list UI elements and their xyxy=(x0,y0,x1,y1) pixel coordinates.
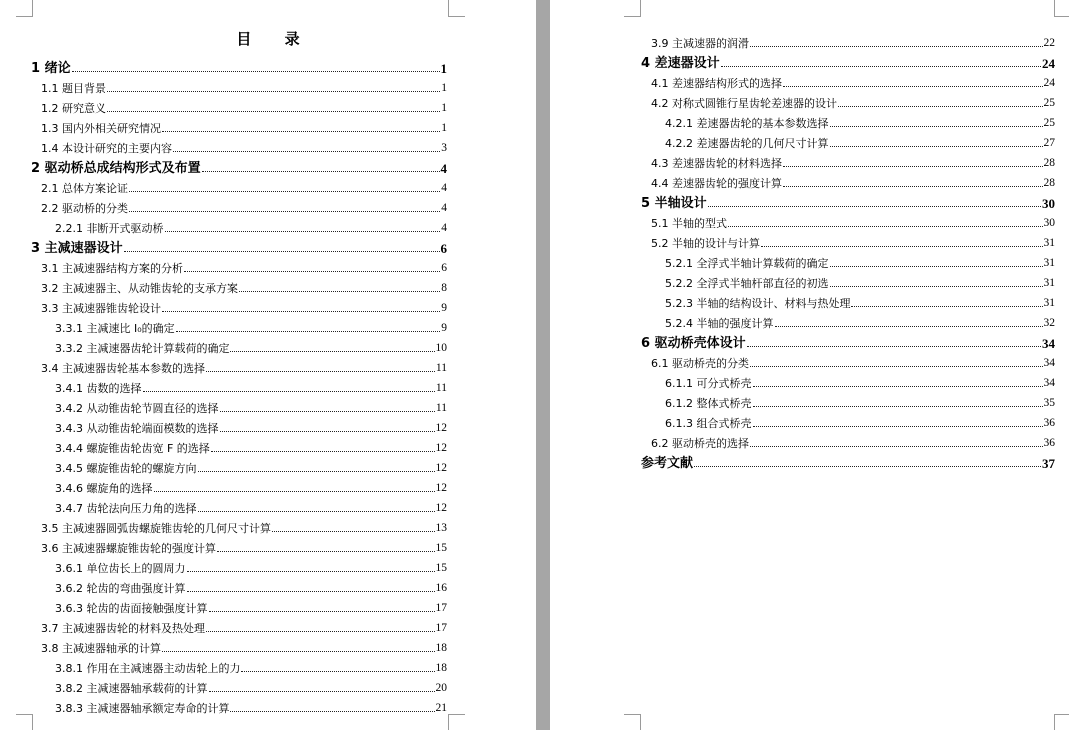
toc-page-number: 28 xyxy=(1043,157,1055,169)
toc-dot-leader xyxy=(830,146,1043,147)
toc-dot-leader xyxy=(838,106,1043,107)
toc-entry[interactable] xyxy=(31,335,447,355)
toc-entry-text: 1.4 本设计研究的主要内容 xyxy=(41,142,172,155)
toc-entry-text: 5.1 半轴的型式 xyxy=(651,217,727,230)
toc-page-number: 36 xyxy=(1043,417,1055,429)
toc-dot-leader xyxy=(753,406,1043,407)
toc-dot-leader xyxy=(750,46,1043,47)
toc-page-number: 20 xyxy=(435,682,447,694)
toc-entry-text: 1 绪论 xyxy=(31,61,71,76)
toc-page-number: 4 xyxy=(441,182,447,194)
toc-entry[interactable] xyxy=(31,595,447,615)
toc-dot-leader xyxy=(775,326,1043,327)
toc-entry-text: 3.1 主减速器结构方案的分析 xyxy=(41,262,183,275)
toc-dot-leader xyxy=(198,511,435,512)
toc-dot-leader xyxy=(143,391,435,392)
toc-dot-leader xyxy=(220,431,435,432)
toc-page-number: 9 xyxy=(441,322,447,334)
toc-entry-text: 4.2.2 差速器齿轮的几何尺寸计算 xyxy=(665,137,829,150)
toc-dot-leader xyxy=(783,166,1043,167)
toc-dot-leader xyxy=(272,531,435,532)
toc-entry[interactable] xyxy=(641,330,1055,350)
toc-entry-text: 3.2 主减速器主、从动锥齿轮的支承方案 xyxy=(41,282,238,295)
toc-entry-text: 3.4 主减速器齿轮基本参数的选择 xyxy=(41,362,205,375)
toc-page-number: 34 xyxy=(1043,377,1055,389)
toc-page-number: 34 xyxy=(1042,336,1055,351)
toc-page-number: 4 xyxy=(440,161,447,176)
toc-page-number: 17 xyxy=(435,602,447,614)
toc-entry-text: 4 差速器设计 xyxy=(641,56,720,71)
toc-entry-text: 6 驱动桥壳体设计 xyxy=(641,336,746,351)
crop-mark-bottom-right xyxy=(1054,714,1069,730)
toc-entry-text: 2.2.1 非断开式驱动桥 xyxy=(55,222,164,235)
toc-dot-leader xyxy=(107,91,440,92)
toc-entry-text: 6.1.3 组合式桥壳 xyxy=(665,417,752,430)
toc-entry-text: 6.2 驱动桥壳的选择 xyxy=(651,437,749,450)
toc-page-number: 16 xyxy=(435,582,447,594)
toc-entry[interactable] xyxy=(31,295,447,315)
toc-entry[interactable] xyxy=(31,515,447,535)
toc-dot-leader xyxy=(830,286,1043,287)
toc-dot-leader xyxy=(173,151,440,152)
toc-page-number: 34 xyxy=(1043,357,1055,369)
toc-dot-leader xyxy=(747,346,1041,347)
toc-entry-text: 3.5 主减速器圆弧齿螺旋锥齿轮的几何尺寸计算 xyxy=(41,522,271,535)
crop-mark-top-right xyxy=(1054,0,1069,17)
toc-page-number: 1 xyxy=(441,82,447,94)
toc-dot-leader xyxy=(129,191,440,192)
toc-page-number: 12 xyxy=(435,502,447,514)
toc-page-number: 22 xyxy=(1043,37,1055,49)
toc-entry-text: 1.1 题目背景 xyxy=(41,82,106,95)
toc-page-number: 35 xyxy=(1043,397,1055,409)
toc-entry[interactable] xyxy=(31,535,447,555)
toc-entry[interactable] xyxy=(641,430,1055,450)
toc-entry-text: 4.2 对称式圆锥行星齿轮差速器的设计 xyxy=(651,97,837,110)
crop-mark-bottom-right xyxy=(448,714,465,730)
toc-page-right xyxy=(550,0,1069,730)
crop-mark-top-left xyxy=(16,0,33,17)
toc-entry-text: 3.8.2 主减速器轴承载荷的计算 xyxy=(55,682,208,695)
toc-entry-text: 3.4.1 齿数的选择 xyxy=(55,382,142,395)
toc-page-number: 30 xyxy=(1042,196,1055,211)
toc-entry[interactable] xyxy=(641,370,1055,390)
toc-dot-leader xyxy=(750,366,1043,367)
toc-entry[interactable] xyxy=(641,410,1055,430)
toc-entry[interactable] xyxy=(31,395,447,415)
toc-entry[interactable] xyxy=(641,350,1055,370)
toc-entry[interactable] xyxy=(31,155,447,175)
toc-entry-text: 3.3 主减速器锥齿轮设计 xyxy=(41,302,161,315)
toc-entry[interactable] xyxy=(641,190,1055,210)
toc-entry[interactable] xyxy=(641,230,1055,250)
toc-entry[interactable] xyxy=(641,150,1055,170)
toc-page-number: 1 xyxy=(441,122,447,134)
toc-entry[interactable] xyxy=(641,70,1055,90)
toc-dot-leader xyxy=(162,651,435,652)
toc-entry-text: 5.2.3 半轴的结构设计、材料与热处理 xyxy=(665,297,851,310)
toc-entry[interactable] xyxy=(641,310,1055,330)
toc-entry-text: 3.6.3 轮齿的齿面接触强度计算 xyxy=(55,602,208,615)
toc-dot-leader xyxy=(220,411,435,412)
toc-page-number: 27 xyxy=(1043,137,1055,149)
toc-entry[interactable] xyxy=(31,495,447,515)
toc-entry-text: 3.4.2 从动锥齿轮节圆直径的选择 xyxy=(55,402,219,415)
toc-dot-leader xyxy=(198,471,435,472)
toc-dot-leader xyxy=(206,631,435,632)
toc-entry-text: 3.7 主减速器齿轮的材料及热处理 xyxy=(41,622,205,635)
toc-dot-leader xyxy=(230,711,434,712)
toc-dot-leader xyxy=(783,86,1043,87)
toc-entry-text: 3.6.2 轮齿的弯曲强度计算 xyxy=(55,582,186,595)
toc-entry-text: 1.2 研究意义 xyxy=(41,102,106,115)
toc-entry-text: 4.4 差速器齿轮的强度计算 xyxy=(651,177,782,190)
toc-page-number: 32 xyxy=(1043,317,1055,329)
toc-entry[interactable] xyxy=(31,95,447,115)
toc-dot-leader xyxy=(728,226,1043,227)
toc-entry[interactable] xyxy=(641,130,1055,150)
toc-dot-leader xyxy=(154,491,435,492)
toc-entry-text: 3.8 主减速器轴承的计算 xyxy=(41,642,161,655)
toc-dot-leader xyxy=(708,206,1041,207)
toc-list-right xyxy=(641,30,1055,470)
toc-entry-text: 5 半轴设计 xyxy=(641,196,707,211)
toc-dot-leader xyxy=(830,266,1043,267)
toc-page-number: 15 xyxy=(435,562,447,574)
toc-entry[interactable] xyxy=(31,375,447,395)
toc-page-number: 13 xyxy=(435,522,447,534)
crop-mark-bottom-left xyxy=(624,714,641,730)
toc-page-number: 18 xyxy=(435,662,447,674)
toc-entry-text: 4.3 差速器齿轮的材料选择 xyxy=(651,157,782,170)
toc-dot-leader xyxy=(721,66,1041,67)
toc-dot-leader xyxy=(107,111,440,112)
toc-entry[interactable] xyxy=(31,315,447,335)
toc-page-number: 4 xyxy=(441,222,447,234)
toc-dot-leader xyxy=(830,126,1043,127)
toc-page-number: 21 xyxy=(435,702,447,714)
toc-entry[interactable] xyxy=(641,170,1055,190)
toc-entry[interactable] xyxy=(31,55,447,75)
toc-entry[interactable] xyxy=(31,435,447,455)
toc-entry[interactable] xyxy=(641,210,1055,230)
toc-entry[interactable] xyxy=(641,50,1055,70)
toc-page-number: 12 xyxy=(435,482,447,494)
toc-dot-leader xyxy=(753,426,1043,427)
toc-entry[interactable] xyxy=(641,30,1055,50)
toc-page-number: 1 xyxy=(441,102,447,114)
toc-entry[interactable] xyxy=(31,255,447,275)
toc-dot-leader xyxy=(72,71,440,72)
toc-entry-text: 5.2.4 半轴的强度计算 xyxy=(665,317,774,330)
toc-entry[interactable] xyxy=(31,575,447,595)
toc-entry[interactable] xyxy=(641,110,1055,130)
toc-entry-text: 2 驱动桥总成结构形式及布置 xyxy=(31,161,201,176)
toc-dot-leader xyxy=(184,271,440,272)
toc-list-left xyxy=(31,55,447,715)
toc-page-number: 10 xyxy=(435,342,447,354)
toc-page-number: 25 xyxy=(1043,117,1055,129)
toc-page-number: 3 xyxy=(441,142,447,154)
toc-entry[interactable] xyxy=(31,615,447,635)
toc-page-number: 6 xyxy=(440,241,447,256)
toc-entry[interactable] xyxy=(31,75,447,95)
toc-dot-leader xyxy=(129,211,440,212)
toc-dot-leader xyxy=(783,186,1043,187)
toc-entry-text: 2.1 总体方案论证 xyxy=(41,182,128,195)
toc-page-number: 25 xyxy=(1043,97,1055,109)
toc-dot-leader xyxy=(750,446,1043,447)
toc-page-number: 31 xyxy=(1043,277,1055,289)
toc-page-number: 28 xyxy=(1043,177,1055,189)
toc-entry-text: 6.1.1 可分式桥壳 xyxy=(665,377,752,390)
toc-dot-leader xyxy=(124,251,440,252)
crop-mark-bottom-left xyxy=(16,714,33,730)
toc-entry-text: 5.2 半轴的设计与计算 xyxy=(651,237,760,250)
toc-entry-text: 3 主减速器设计 xyxy=(31,241,123,256)
toc-page-number: 11 xyxy=(435,402,447,414)
toc-entry[interactable] xyxy=(641,290,1055,310)
toc-entry[interactable] xyxy=(31,235,447,255)
toc-entry-text: 3.6.1 单位齿长上的圆周力 xyxy=(55,562,186,575)
toc-entry[interactable] xyxy=(31,415,447,435)
toc-entry[interactable] xyxy=(641,270,1055,290)
toc-page-number: 30 xyxy=(1043,217,1055,229)
toc-page-number: 1 xyxy=(440,61,447,76)
crop-mark-top-left xyxy=(624,0,641,17)
toc-page-number: 36 xyxy=(1043,437,1055,449)
toc-page-number: 8 xyxy=(441,282,447,294)
toc-entry[interactable] xyxy=(31,355,447,375)
toc-entry[interactable] xyxy=(31,215,447,235)
toc-entry-text: 3.4.3 从动锥齿轮端面模数的选择 xyxy=(55,422,219,435)
toc-dot-leader xyxy=(162,311,440,312)
toc-dot-leader xyxy=(165,231,441,232)
toc-entry[interactable] xyxy=(31,135,447,155)
toc-entry[interactable] xyxy=(31,695,447,715)
toc-page-number: 12 xyxy=(435,462,447,474)
toc-entry[interactable] xyxy=(641,250,1055,270)
toc-dot-leader xyxy=(202,171,440,172)
toc-dot-leader xyxy=(761,246,1043,247)
toc-entry-text: 5.2.1 全浮式半轴计算载荷的确定 xyxy=(665,257,829,270)
toc-entry[interactable] xyxy=(31,195,447,215)
toc-entry-text: 3.3.1 主减速比 I₀的确定 xyxy=(55,322,175,335)
toc-dot-leader xyxy=(209,691,435,692)
toc-page-number: 12 xyxy=(435,422,447,434)
toc-dot-leader xyxy=(176,331,441,332)
toc-entry-text: 6.1 驱动桥壳的分类 xyxy=(651,357,749,370)
toc-entry[interactable] xyxy=(31,475,447,495)
toc-dot-leader xyxy=(239,291,440,292)
toc-page-number: 11 xyxy=(435,362,447,374)
toc-entry-text: 4.1 差速器结构形式的选择 xyxy=(651,77,782,90)
toc-page-number: 24 xyxy=(1042,56,1055,71)
toc-entry[interactable] xyxy=(31,655,447,675)
toc-entry-text: 3.9 主减速器的润滑 xyxy=(651,37,749,50)
toc-page-number: 9 xyxy=(441,302,447,314)
toc-entry-text: 3.3.2 主减速器齿轮计算载荷的确定 xyxy=(55,342,230,355)
toc-dot-leader xyxy=(217,551,435,552)
toc-entry[interactable] xyxy=(31,675,447,695)
toc-dot-leader xyxy=(162,131,440,132)
toc-dot-leader xyxy=(230,351,434,352)
toc-page-number: 18 xyxy=(435,642,447,654)
toc-entry-text: 参考文献 xyxy=(641,456,694,471)
toc-dot-leader xyxy=(851,306,1042,307)
toc-entry-text: 3.8.1 作用在主减速器主动齿轮上的力 xyxy=(55,662,241,675)
crop-mark-top-right xyxy=(448,0,465,17)
toc-entry[interactable] xyxy=(31,115,447,135)
toc-page-number: 24 xyxy=(1043,77,1055,89)
toc-entry-text: 5.2.2 全浮式半轴杆部直径的初选 xyxy=(665,277,829,290)
toc-entry[interactable] xyxy=(31,275,447,295)
toc-dot-leader xyxy=(206,371,435,372)
toc-page-number: 6 xyxy=(441,262,447,274)
toc-entry-text: 3.8.3 主减速器轴承额定寿命的计算 xyxy=(55,702,230,715)
toc-dot-leader xyxy=(753,386,1043,387)
toc-dot-leader xyxy=(187,571,435,572)
page-gutter xyxy=(536,0,550,730)
toc-entry[interactable] xyxy=(31,175,447,195)
toc-entry-text: 3.4.4 螺旋锥齿轮齿宽 F 的选择 xyxy=(55,442,210,455)
toc-entry[interactable] xyxy=(641,90,1055,110)
toc-entry[interactable] xyxy=(31,555,447,575)
toc-entry-text: 3.4.5 螺旋锥齿轮的螺旋方向 xyxy=(55,462,197,475)
toc-title: 目 录 xyxy=(236,30,314,48)
toc-entry-text: 3.6 主减速器螺旋锥齿轮的强度计算 xyxy=(41,542,216,555)
toc-entry[interactable] xyxy=(31,455,447,475)
toc-page-number: 4 xyxy=(441,202,447,214)
toc-entry-text: 4.2.1 差速器齿轮的基本参数选择 xyxy=(665,117,829,130)
toc-page-number: 12 xyxy=(435,442,447,454)
toc-page-number: 31 xyxy=(1043,297,1055,309)
toc-dot-leader xyxy=(209,611,435,612)
toc-entry-text: 6.1.2 整体式桥壳 xyxy=(665,397,752,410)
toc-entry-text: 2.2 驱动桥的分类 xyxy=(41,202,128,215)
toc-entry-text: 1.3 国内外相关研究情况 xyxy=(41,122,161,135)
toc-entry[interactable] xyxy=(641,450,1055,470)
toc-entry-text: 3.4.7 齿轮法向压力角的选择 xyxy=(55,502,197,515)
toc-entry[interactable] xyxy=(641,390,1055,410)
toc-dot-leader xyxy=(241,671,434,672)
toc-dot-leader xyxy=(211,451,435,452)
toc-page-number: 17 xyxy=(435,622,447,634)
toc-entry[interactable] xyxy=(31,635,447,655)
toc-dot-leader xyxy=(694,466,1041,467)
toc-page-number: 11 xyxy=(435,382,447,394)
toc-page-number: 31 xyxy=(1043,257,1055,269)
toc-page-number: 37 xyxy=(1042,456,1055,471)
toc-page-number: 15 xyxy=(435,542,447,554)
toc-dot-leader xyxy=(187,591,435,592)
toc-page-number: 31 xyxy=(1043,237,1055,249)
toc-entry-text: 3.4.6 螺旋角的选择 xyxy=(55,482,153,495)
